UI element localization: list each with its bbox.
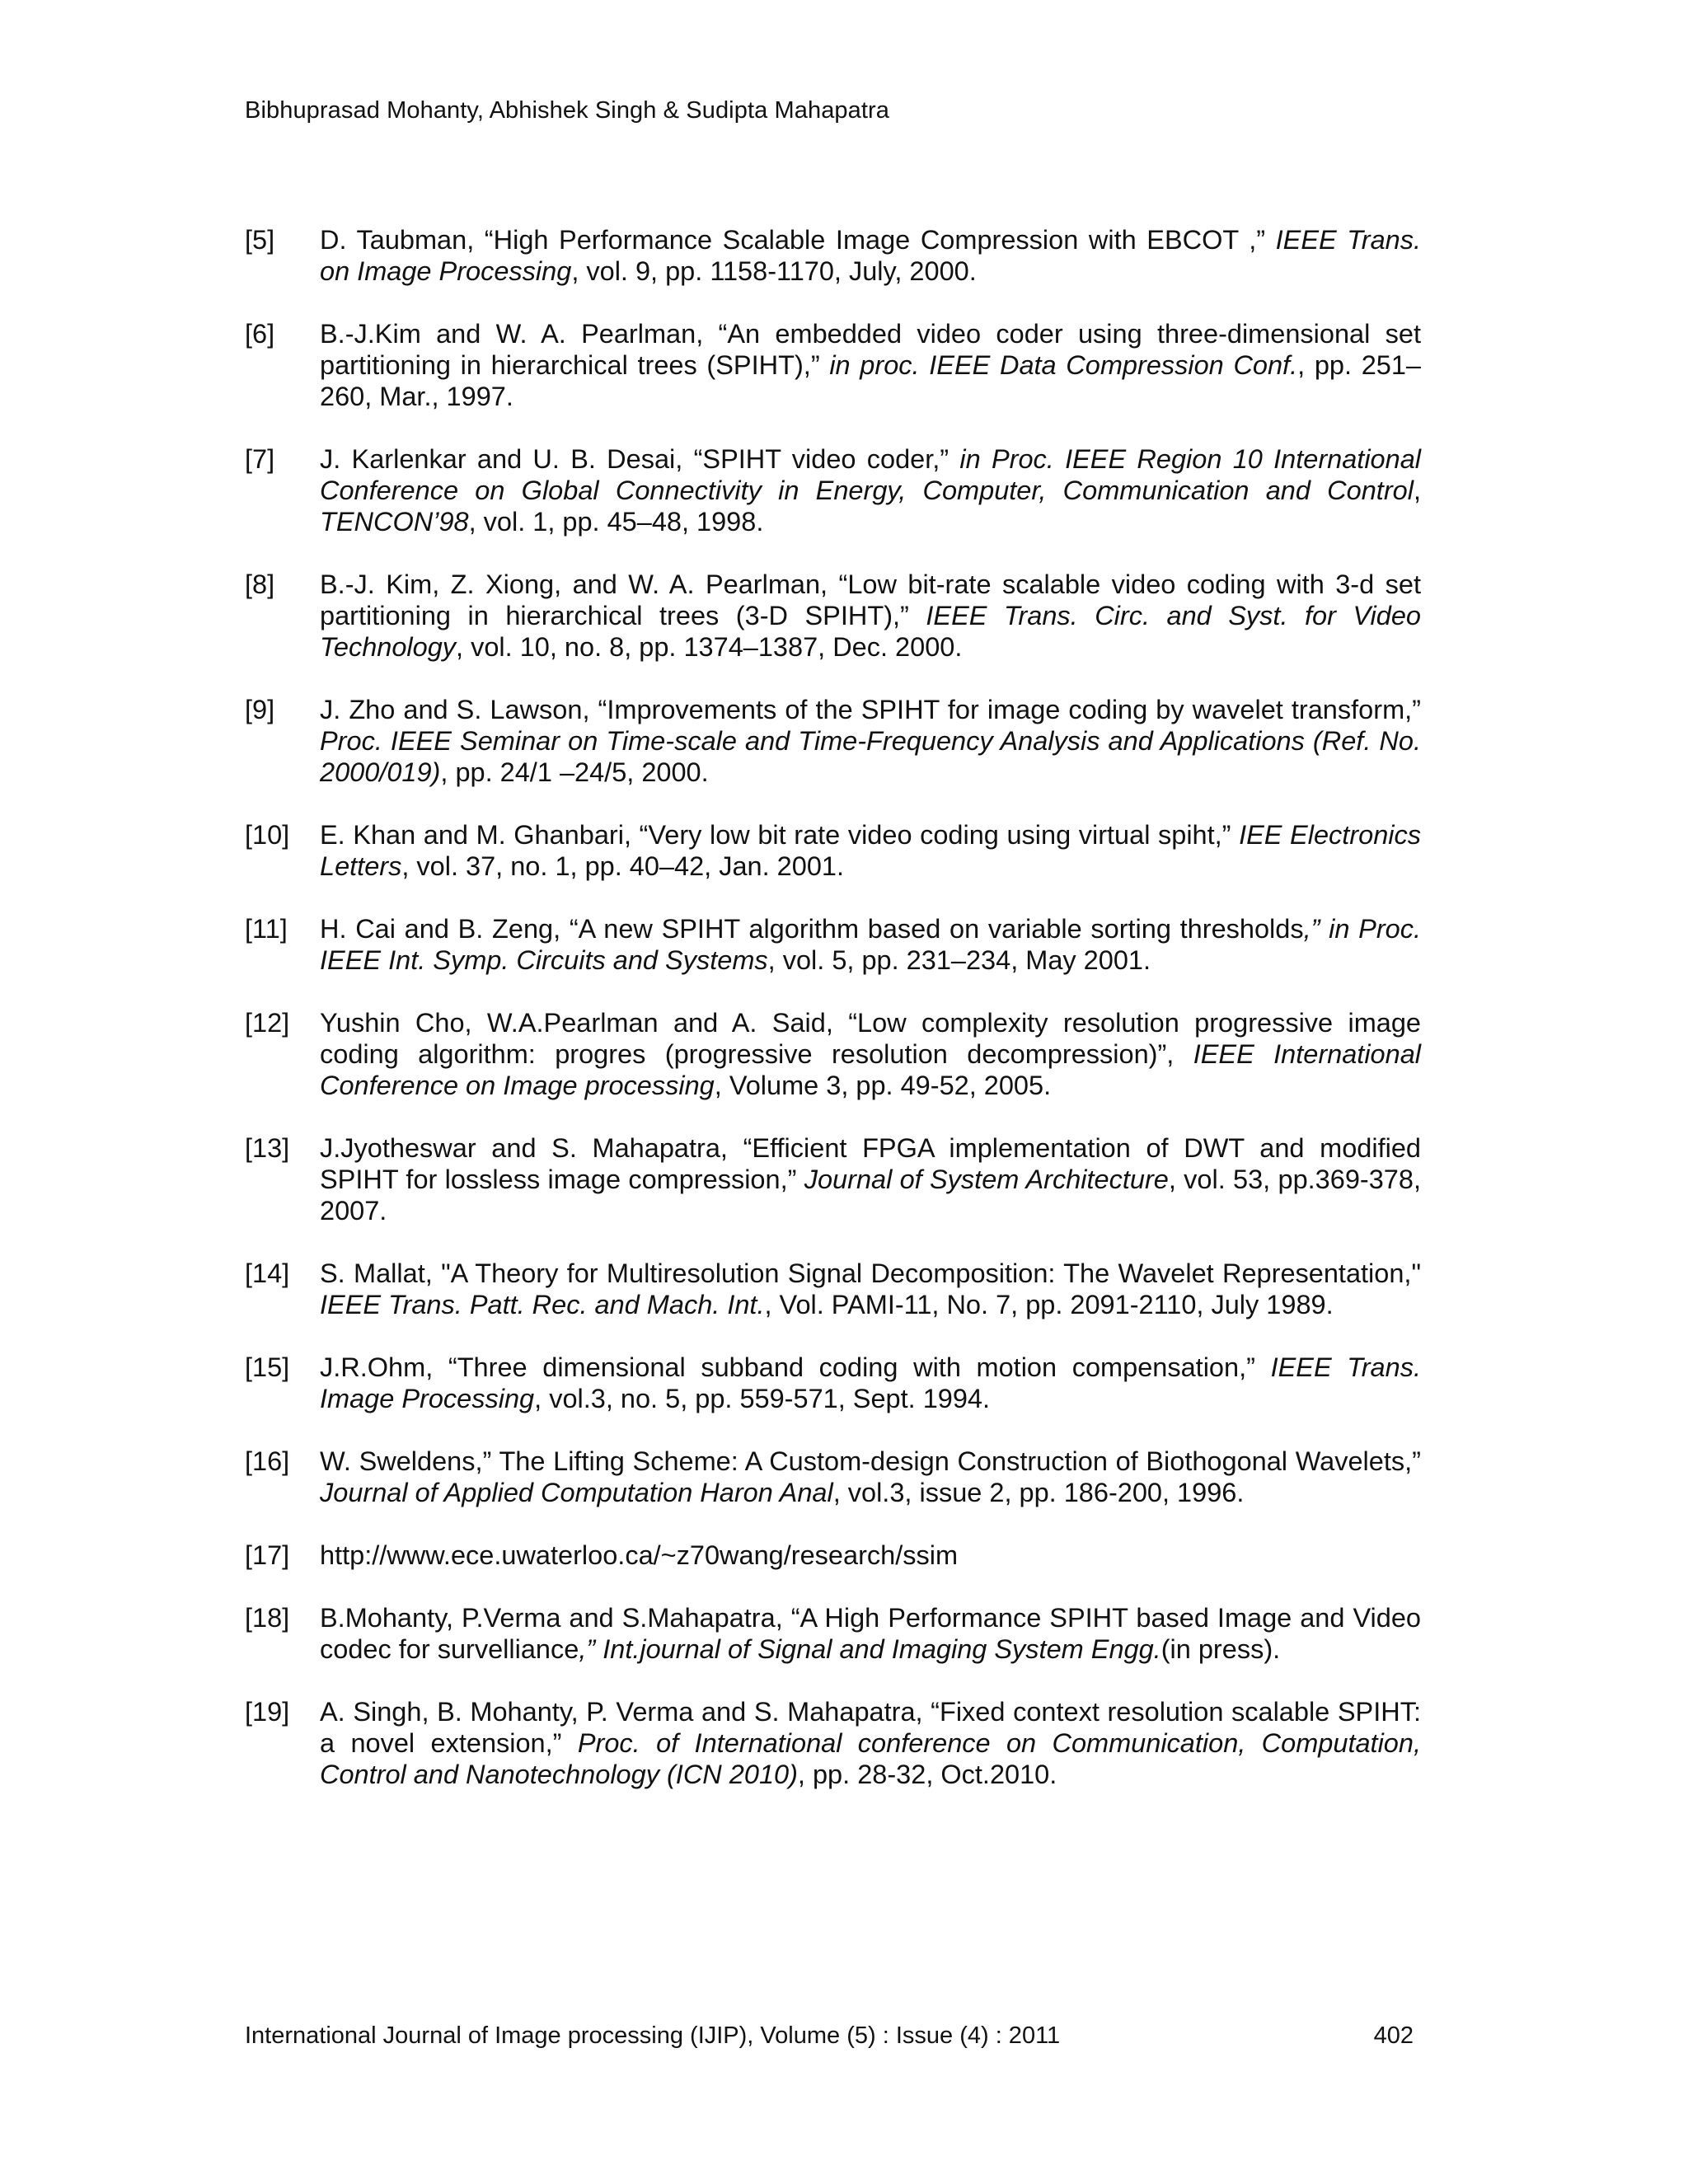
reference-segment: E. Khan and M. Ghanbari, “Very low bit rate video coding using virtual spiht,”: [320, 820, 1240, 850]
reference-list: [245, 224, 1421, 1821]
reference-italic-segment: IEEE Trans. on Image Processing: [320, 225, 1421, 286]
reference-text: [320, 1540, 1421, 1571]
reference-italic-segment: IEEE Trans. Image Processing: [320, 1352, 1421, 1413]
reference-text: [320, 318, 1421, 412]
reference-text: [320, 1446, 1421, 1508]
reference-item: [245, 819, 1421, 882]
reference-segment: B.Mohanty, P.Verma and S.Mahapatra, “A High Performance SPIHT based Image and Video codec for survelliance: [320, 1603, 1421, 1664]
reference-segment: W. Sweldens,” The Lifting Scheme: A Custom-design Construction of Biothogonal Wavelets,”: [320, 1446, 1421, 1476]
reference-italic-segment: Journal of System Architecture: [804, 1165, 1169, 1194]
reference-segment: J.R.Ohm, “Three dimensional subband coding with motion compensation,”: [320, 1352, 1271, 1382]
reference-segment: Yushin Cho, W.A.Pearlman and A. Said, “Low complexity resolution progressive image coding algorithm: progres (progressive resolution decompression)”,: [320, 1008, 1421, 1069]
reference-segment: H. Cai and B. Zeng, “A new SPIHT algorithm based on variable sorting thresholds: [320, 914, 1304, 944]
reference-segment: , vol. 5, pp. 231–234, May 2001.: [767, 945, 1151, 975]
reference-segment: , vol. 9, pp. 1158-1170, July, 2000.: [571, 256, 977, 286]
reference-segment: ,: [1413, 476, 1421, 505]
reference-item: [245, 443, 1421, 537]
reference-segment: , Vol. PAMI-11, No. 7, pp. 2091-2110, July 1989.: [764, 1290, 1334, 1319]
reference-number: [14]: [245, 1258, 290, 1288]
reference-italic-segment: ,” Int.journal of Signal and Imaging System Engg.: [579, 1634, 1161, 1664]
reference-segment: , vol.3, issue 2, pp. 186-200, 1996.: [832, 1478, 1245, 1507]
reference-text: [320, 1696, 1421, 1790]
reference-italic-segment: in proc. IEEE Data Compression Conf.: [829, 350, 1298, 380]
reference-italic-segment: ,” in Proc. IEEE Int. Symp. Circuits and Systems: [320, 914, 1422, 975]
reference-text: [320, 1258, 1421, 1320]
reference-item: [245, 318, 1421, 412]
reference-number: [9]: [245, 695, 275, 724]
reference-item: [245, 694, 1421, 788]
reference-item: [245, 224, 1421, 287]
reference-italic-segment: Proc. of International conference on Communication, Computation, Control and Nanotechnology (ICN 2010): [320, 1728, 1421, 1789]
reference-segment: J.Jyotheswar and S. Mahapatra, “Efficient FPGA implementation of DWT and modified SPIHT for lossless image compression,”: [320, 1133, 1421, 1194]
reference-text: [320, 1007, 1421, 1101]
reference-number: [17]: [245, 1540, 290, 1570]
reference-number: [18]: [245, 1603, 290, 1633]
reference-number: [11]: [245, 914, 288, 944]
reference-item: [245, 1132, 1421, 1226]
reference-segment: J. Zho and S. Lawson, “Improvements of the SPIHT for image coding by wavelet transform,”: [320, 695, 1421, 724]
reference-italic-segment: TENCON’98: [320, 507, 469, 537]
footer-journal-info: International Journal of Image processing (IJIP), Volume (5) : Issue (4) : 2011: [245, 2022, 1061, 2049]
running-header-authors: Bibhuprasad Mohanty, Abhishek Singh & Sudipta Mahapatra: [245, 97, 890, 124]
reference-italic-segment: in Proc. IEEE Region 10 International Conference on Global Connectivity in Energy, Computer, Communication and Control: [320, 444, 1421, 505]
reference-item: [245, 569, 1421, 663]
reference-segment: A. Singh, B. Mohanty, P. Verma and S. Mahapatra, “Fixed context resolution scalable SPIHT: a novel extension,”: [320, 1697, 1421, 1758]
reference-number: [16]: [245, 1446, 290, 1476]
reference-italic-segment: Journal of Applied Computation Haron Anal: [320, 1478, 833, 1507]
reference-item: [245, 1602, 1421, 1665]
reference-text: [320, 1132, 1421, 1226]
reference-number: [6]: [245, 319, 275, 349]
reference-text: [320, 1352, 1421, 1414]
reference-segment: , vol. 10, no. 8, pp. 1374–1387, Dec. 2000.: [456, 632, 963, 662]
reference-segment: , pp. 28-32, Oct.2010.: [797, 1760, 1057, 1789]
reference-segment: http://www.ece.uwaterloo.ca/~z70wang/research/ssim: [320, 1540, 959, 1570]
reference-text: [320, 443, 1421, 537]
reference-number: [13]: [245, 1133, 290, 1163]
reference-segment: (in press).: [1160, 1634, 1281, 1664]
reference-italic-segment: IEEE International Conference on Image processing: [320, 1039, 1421, 1100]
reference-number: [15]: [245, 1352, 290, 1382]
reference-item: [245, 1696, 1421, 1790]
reference-number: [12]: [245, 1008, 290, 1038]
reference-segment: , vol.3, no. 5, pp. 559-571, Sept. 1994.: [534, 1384, 991, 1413]
reference-text: [320, 913, 1421, 976]
reference-number: [7]: [245, 444, 275, 474]
reference-number: [8]: [245, 569, 275, 599]
reference-segment: , pp. 24/1 –24/5, 2000.: [440, 757, 709, 787]
reference-italic-segment: IEEE Trans. Circ. and Syst. for Video Technology: [320, 601, 1421, 662]
reference-item: [245, 1540, 1421, 1571]
reference-italic-segment: Proc. IEEE Seminar on Time-scale and Time-Frequency Analysis and Applications (Ref. No. 2000/019): [320, 726, 1421, 787]
reference-text: [320, 1602, 1421, 1665]
reference-item: [245, 913, 1421, 976]
reference-segment: , vol. 53, pp.369-378, 2007.: [320, 1165, 1421, 1226]
reference-segment: J. Karlenkar and U. B. Desai, “SPIHT video coder,”: [320, 444, 960, 474]
reference-item: [245, 1258, 1421, 1320]
reference-segment: D. Taubman, “High Performance Scalable Image Compression with EBCOT ,”: [320, 225, 1276, 255]
reference-italic-segment: IEE Electronics Letters: [320, 820, 1422, 881]
reference-number: [10]: [245, 820, 290, 850]
reference-number: [19]: [245, 1697, 290, 1727]
reference-text: [320, 819, 1421, 882]
reference-segment: B.-J. Kim, Z. Xiong, and W. A. Pearlman, “Low bit-rate scalable video coding with 3-d set partitioning in hierarchical trees (3-D SPIHT),”: [320, 569, 1421, 630]
page-number: 402: [1373, 2022, 1414, 2049]
reference-italic-segment: IEEE Trans. Patt. Rec. and Mach. Int.: [320, 1290, 765, 1319]
reference-number: [5]: [245, 225, 275, 255]
reference-text: [320, 224, 1421, 287]
reference-segment: , vol. 1, pp. 45–48, 1998.: [468, 507, 764, 537]
reference-segment: S. Mallat, "A Theory for Multiresolution Signal Decomposition: The Wavelet Representation,": [320, 1258, 1421, 1288]
reference-item: [245, 1446, 1421, 1508]
reference-segment: , Volume 3, pp. 49-52, 2005.: [714, 1071, 1052, 1100]
reference-segment: , vol. 37, no. 1, pp. 40–42, Jan. 2001.: [401, 851, 845, 881]
reference-text: [320, 569, 1421, 663]
reference-segment: B.-J.Kim and W. A. Pearlman, “An embedded video coder using three-dimensional set partitioning in hierarchical trees (SPIHT),”: [320, 319, 1421, 380]
reference-item: [245, 1007, 1421, 1101]
reference-segment: , pp. 251–260, Mar., 1997.: [320, 350, 1421, 411]
reference-text: [320, 694, 1421, 788]
reference-item: [245, 1352, 1421, 1414]
